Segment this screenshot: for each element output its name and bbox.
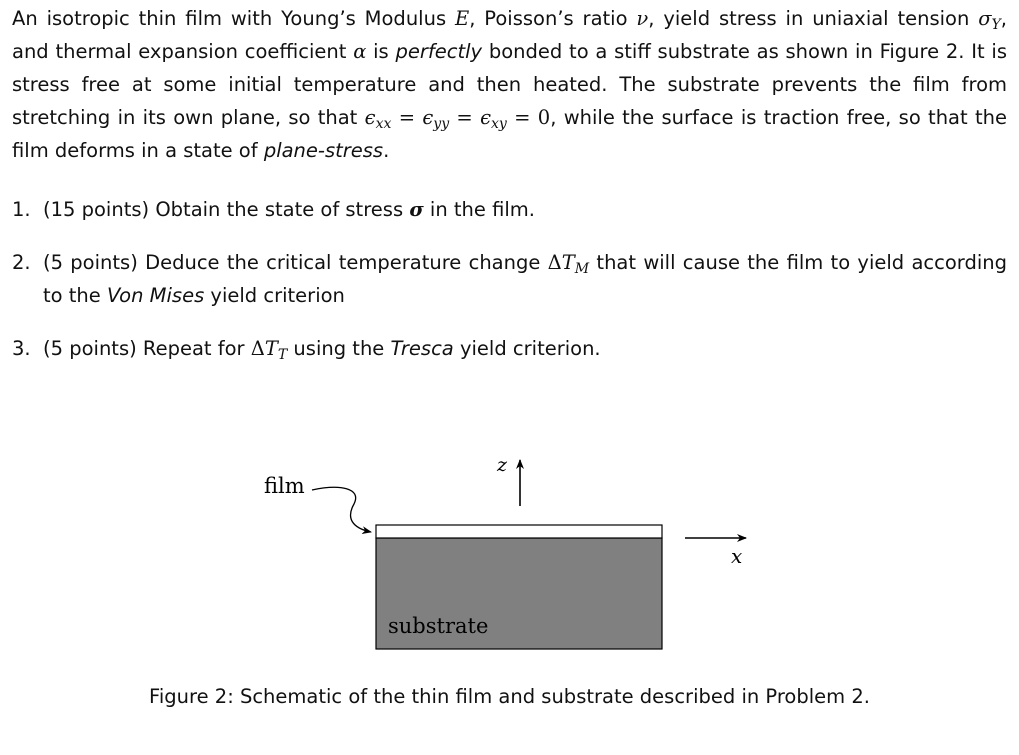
intro-text: , yield stress in uniaxial tension [648,7,979,30]
question-text: (5 points) Repeat for [43,337,251,360]
symbol-T: T [264,337,278,360]
symbol-epsilon: ϵ [364,106,376,129]
subscript-xy: xy [491,115,507,132]
substrate-label: substrate [388,614,489,638]
question-text: (5 points) Deduce the critical temperature change [43,251,548,274]
subscript-yy: yy [433,115,450,132]
equals-sign: = [449,106,481,129]
symbol-delta: Δ [250,337,265,360]
question-text: in the film. [423,198,535,221]
intro-text: An isotropic thin film with Young’s Modulus [12,7,455,30]
thin-film-figure [240,446,780,666]
problem-text [12,2,1007,365]
subscript-T: T [277,346,288,363]
question-text: yield criterion. [453,337,601,360]
question-text: that will cause the film to yield according to the [43,251,1007,307]
x-axis-label: x [731,544,743,568]
subscript-Y: Y [991,16,1001,33]
question-text: (15 points) Obtain the state of stress [43,198,410,221]
question-number: 1. [12,198,31,221]
criterion-name: Tresca [390,337,454,360]
symbol-epsilon: ϵ [480,106,491,129]
symbol-epsilon: ϵ [422,106,434,129]
question-3 [12,332,1007,365]
intro-text: , Poisson’s ratio [469,7,637,30]
intro-text: is [366,40,396,63]
intro-paragraph [12,2,1007,167]
symbol-nu: ν [636,7,649,30]
subscript-xx: xx [375,115,392,132]
question-text: using the [287,337,391,360]
film-layer [376,525,662,538]
question-text: yield criterion [204,284,345,307]
film-pointer-arrow [312,487,371,532]
film-label: film [264,474,305,498]
intro-text: , while the surface is traction free, so that the film deforms in a state of [12,106,1007,162]
symbol-sigma-bold: σ [409,198,424,221]
figure-caption: Figure 2: Schematic of the thin film and substrate described in Problem 2. [149,685,870,708]
criterion-name: Von Mises [106,284,205,307]
intro-text: , and thermal expansion coefficient [12,7,1007,63]
question-number: 3. [12,337,31,360]
symbol-alpha: α [353,40,367,63]
question-2 [12,246,1007,312]
intro-text: bonded to a stiff substrate as shown in Figure 2. It is stress free at some initial temperature and then heated. The substrate prevents the film from stretching in its own plane, so that [12,40,1007,129]
symbol-sigma: σ [978,7,992,30]
intro-text: . [383,139,390,162]
symbol-delta: Δ [547,251,562,274]
equals-sign: = [391,106,423,129]
question-number: 2. [12,251,31,274]
subscript-M: M [574,260,590,277]
z-axis-label: z [497,454,508,476]
question-list [12,193,1007,365]
symbol-T: T [561,251,575,274]
emphasis-plane-stress: plane-stress [263,139,384,162]
emphasis-perfectly: perfectly [395,40,483,63]
symbol-E: E [454,7,470,30]
equals-zero: = 0 [506,106,551,129]
question-1 [12,193,1007,226]
